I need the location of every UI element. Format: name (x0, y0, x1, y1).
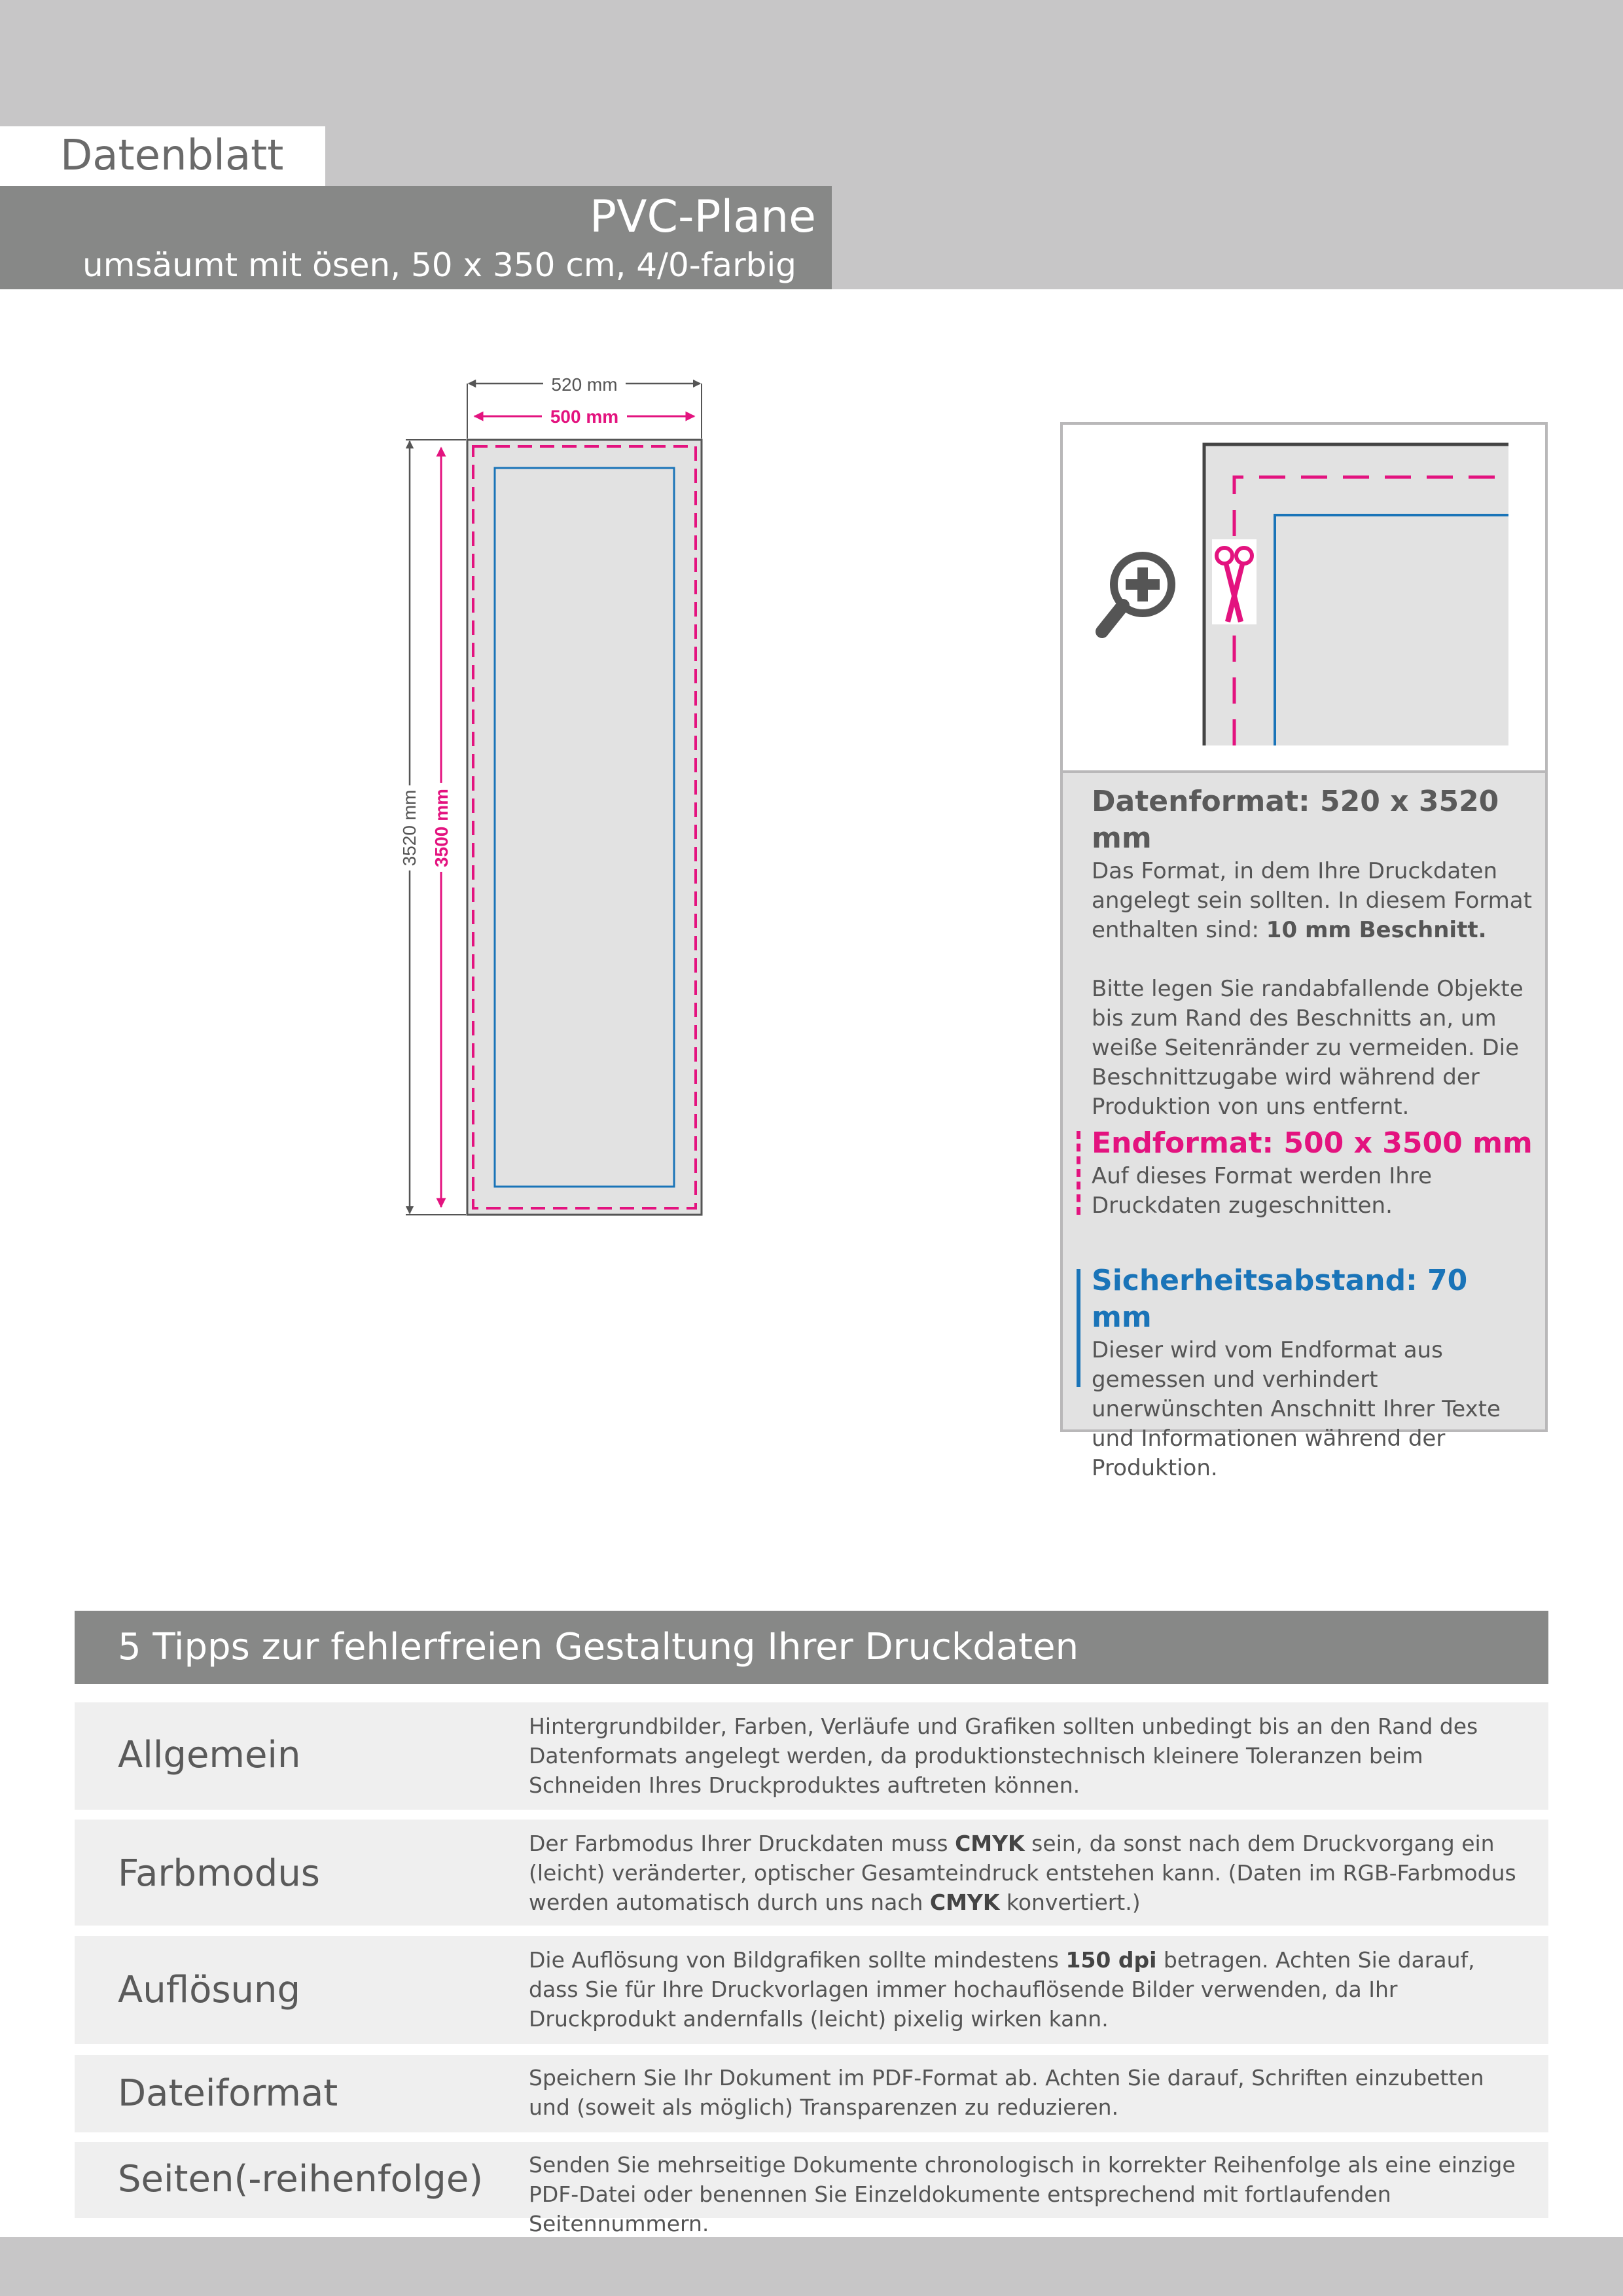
tip-label: Auflösung (118, 1969, 301, 2011)
height-total-label: 3520 mm (399, 789, 419, 867)
tip-text: Senden Sie mehrseitige Dokumente chronologisch in korrekter Reihenfolge als eine einzige PDF-Datei oder benennen Sie Einzeldokumente entsprechend mit fortlaufenden Seitennummern. (529, 2152, 1516, 2236)
datenformat-bleed: 10 mm Beschnitt. (1266, 917, 1487, 943)
product-subtitle: umsäumt mit ösen, 50 x 350 cm, 4/0-farbig (82, 246, 796, 284)
tip-text: Die Auflösung von Bildgrafiken sollte mindestens 150 dpi betragen. Achten Sie darauf, dass Sie für Ihre Druckvorlagen immer hochauflösende Bilder verwenden, da Ihr Druckprodukt andernfalls (leicht) pixelig wirken kann. (529, 1947, 1475, 2032)
tip-text: Der Farbmodus Ihrer Druckdaten muss CMYK sein, da sonst nach dem Druckvorgang ein (leicht) veränderter, optischer Gesamteindruck entstehen kann. (Daten im RGB-Farbmodus werden automatisch durch uns nach CMYK konvertiert.) (529, 1831, 1516, 1915)
endformat-title: Endformat: 500 x 3500 mm (1092, 1126, 1533, 1160)
tip-label: Allgemein (118, 1734, 301, 1776)
sicherheit-block (1092, 1263, 1537, 1483)
datenformat-text-1: Das Format, in dem Ihre Druckdaten angelegt sein sollten. In diesem Format enthalten sind: (1092, 858, 1532, 943)
tip-row-dateiformat (75, 2055, 1548, 2132)
tip-text: Speichern Sie Ihr Dokument im PDF-Format ab. Achten Sie darauf, Schriften einzubetten und (soweit als möglich) Transparenzen zu reduzieren. (529, 2065, 1484, 2120)
product-title: PVC-Plane (589, 191, 816, 243)
data-format-rect (467, 440, 702, 1215)
corner-zoom-illustration (1063, 425, 1545, 773)
tip-row-allgemein (75, 1702, 1548, 1810)
tip-label: Seiten(-reihenfolge) (118, 2158, 484, 2200)
endformat-text: Auf dieses Format werden Ihre Druckdaten zugeschnitten. (1092, 1163, 1432, 1219)
height-final-label: 3500 mm (431, 789, 452, 867)
info-panel (1060, 422, 1548, 1481)
endformat-marker (1077, 1131, 1080, 1215)
endformat-block (1092, 1125, 1537, 1221)
sicherheit-marker (1077, 1269, 1080, 1387)
tip-label: Dateiformat (118, 2072, 338, 2115)
format-diagram (386, 367, 726, 1518)
tip-row-seiten (75, 2142, 1548, 2236)
datenformat-text (1092, 857, 1537, 945)
sicherheit-text: Dieser wird vom Endformat aus gemessen und verhindert unerwünschten Anschnitt Ihrer Texte und Informationen während der Produktion. (1092, 1337, 1501, 1481)
datenformat-title: Datenformat: 520 x 3520 mm (1092, 785, 1499, 855)
tip-label: Farbmodus (118, 1852, 320, 1895)
datenblatt-tab: Datenblatt (0, 126, 325, 186)
width-final-label: 500 mm (550, 406, 619, 427)
footer-band (0, 2237, 1623, 2296)
datenformat-block (1092, 783, 1537, 1122)
datenformat-hint: Bitte legen Sie randabfallende Objekte bis zum Rand des Beschnitts an, um weiße Seitenränder zu vermeiden. Die Beschnittzugabe wird während der Produktion von uns entfernt. (1092, 976, 1524, 1120)
tip-row-aufloesung (75, 1936, 1548, 2044)
zoom-in-icon (1102, 556, 1171, 632)
corner-detail (1063, 425, 1545, 770)
tip-text: Hintergrundbilder, Farben, Verläufe und Grafiken sollten unbedingt bis an den Rand des Datenformats angelegt werden, da produktionstechnisch kleinere Toleranzen beim Schneiden Ihres Druckproduktes auftreten können. (529, 1713, 1478, 1798)
product-title-bar (0, 186, 832, 289)
tip-row-farbmodus (75, 1820, 1548, 1926)
tips-header: 5 Tipps zur fehlerfreien Gestaltung Ihrer Druckdaten (75, 1611, 1548, 1684)
width-total-label: 520 mm (551, 374, 618, 395)
sicherheit-title: Sicherheitsabstand: 70 mm (1092, 1264, 1468, 1334)
